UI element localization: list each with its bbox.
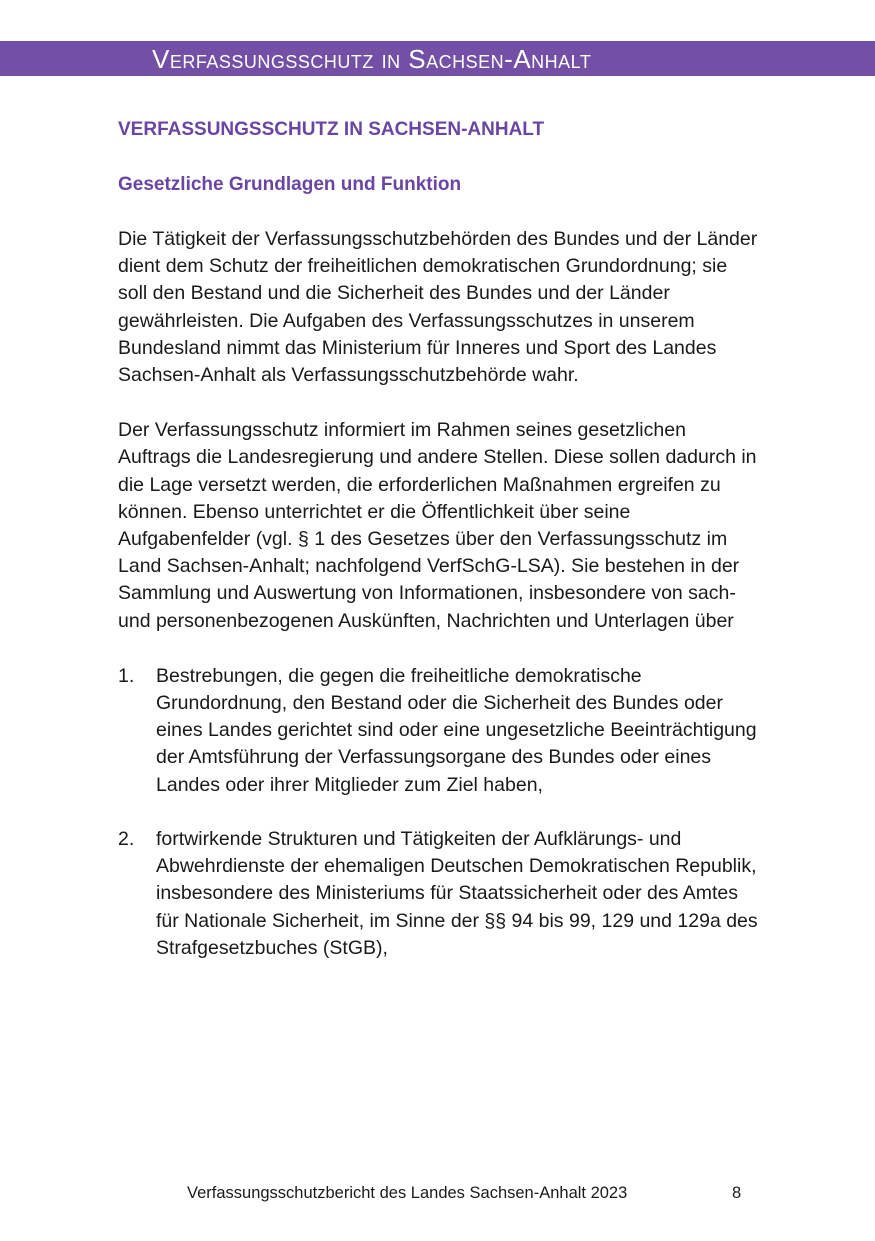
subsection-title: Gesetzliche Grundlagen und Funktion <box>118 174 462 195</box>
list-item-number: 2. <box>118 828 135 851</box>
page-number: 8 <box>732 1184 742 1202</box>
footer-title: Verfassungsschutzbericht des Landes Sachsen-Anhalt 2023 <box>187 1184 628 1202</box>
paragraph-1: Die Tätigkeit der Verfassungsschutzbehörden des Bundes und der Länder dient dem Schutz der freiheitlichen demokratischen Grundordnung; sie soll den Bestand und die Sicherheit des Bundes und der Länder gewährleisten. Die Aufgaben des Verfassungsschutzes in unserem Bundesland nimmt das Ministerium für Inneres und Sport des Landes Sachsen-Anhalt als Verfassungsschutzbehörde wahr. <box>118 228 758 387</box>
list-item-text: Bestrebungen, die gegen die freiheitliche demokratische Grundordnung, den Bestand oder die Sicherheit des Bundes oder eines Landes gerichtet sind oder eine ungesetzliche Beeinträchtigung der Amtsführung der Verfassungsorgane des Bundes oder eines Landes oder ihrer Mitglieder zum Ziel haben, <box>156 664 757 796</box>
list-item-text: fortwirkende Strukturen und Tätigkeiten der Aufklärungs- und Abwehrdienste der ehemaligen Deutschen Demokratischen Republik, insbesondere des Ministeriums für Staatssicherheit oder des Amtes für Nationale Sicherheit, im Sinne der §§ 94 bis 99, 129 und 129a des Strafgesetzbuches (StGB), <box>156 828 758 959</box>
paragraph-2: Der Verfassungsschutz informiert im Rahmen seines gesetzlichen Auftrags die Landesregierung und andere Stellen. Diese sollen dadurch in die Lage versetzt werden, die erforderlichen Maßnahmen ergreifen zu können. Ebenso unterrichtet er die Öffentlichkeit über seine Aufgabenfelder (vgl. § 1 des Gesetzes über den Verfassungsschutz im Land Sachsen-Anhalt; nachfolgend VerfSchG-LSA). Sie bestehen in der Sammlung und Auswertung von Informationen, insbesondere von sach- und personenbezogenen Auskünften, Nachrichten und Unterlagen über <box>118 419 757 632</box>
criteria-list <box>118 663 758 962</box>
list-item-number: 1. <box>118 664 135 687</box>
running-header-title: Verfassungsschutz in Sachsen-Anhalt <box>152 44 592 74</box>
page-content <box>118 116 758 989</box>
list-item <box>118 663 758 799</box>
section-title: VERFASSUNGSSCHUTZ IN SACHSEN-ANHALT <box>118 119 545 140</box>
list-item <box>118 826 758 962</box>
